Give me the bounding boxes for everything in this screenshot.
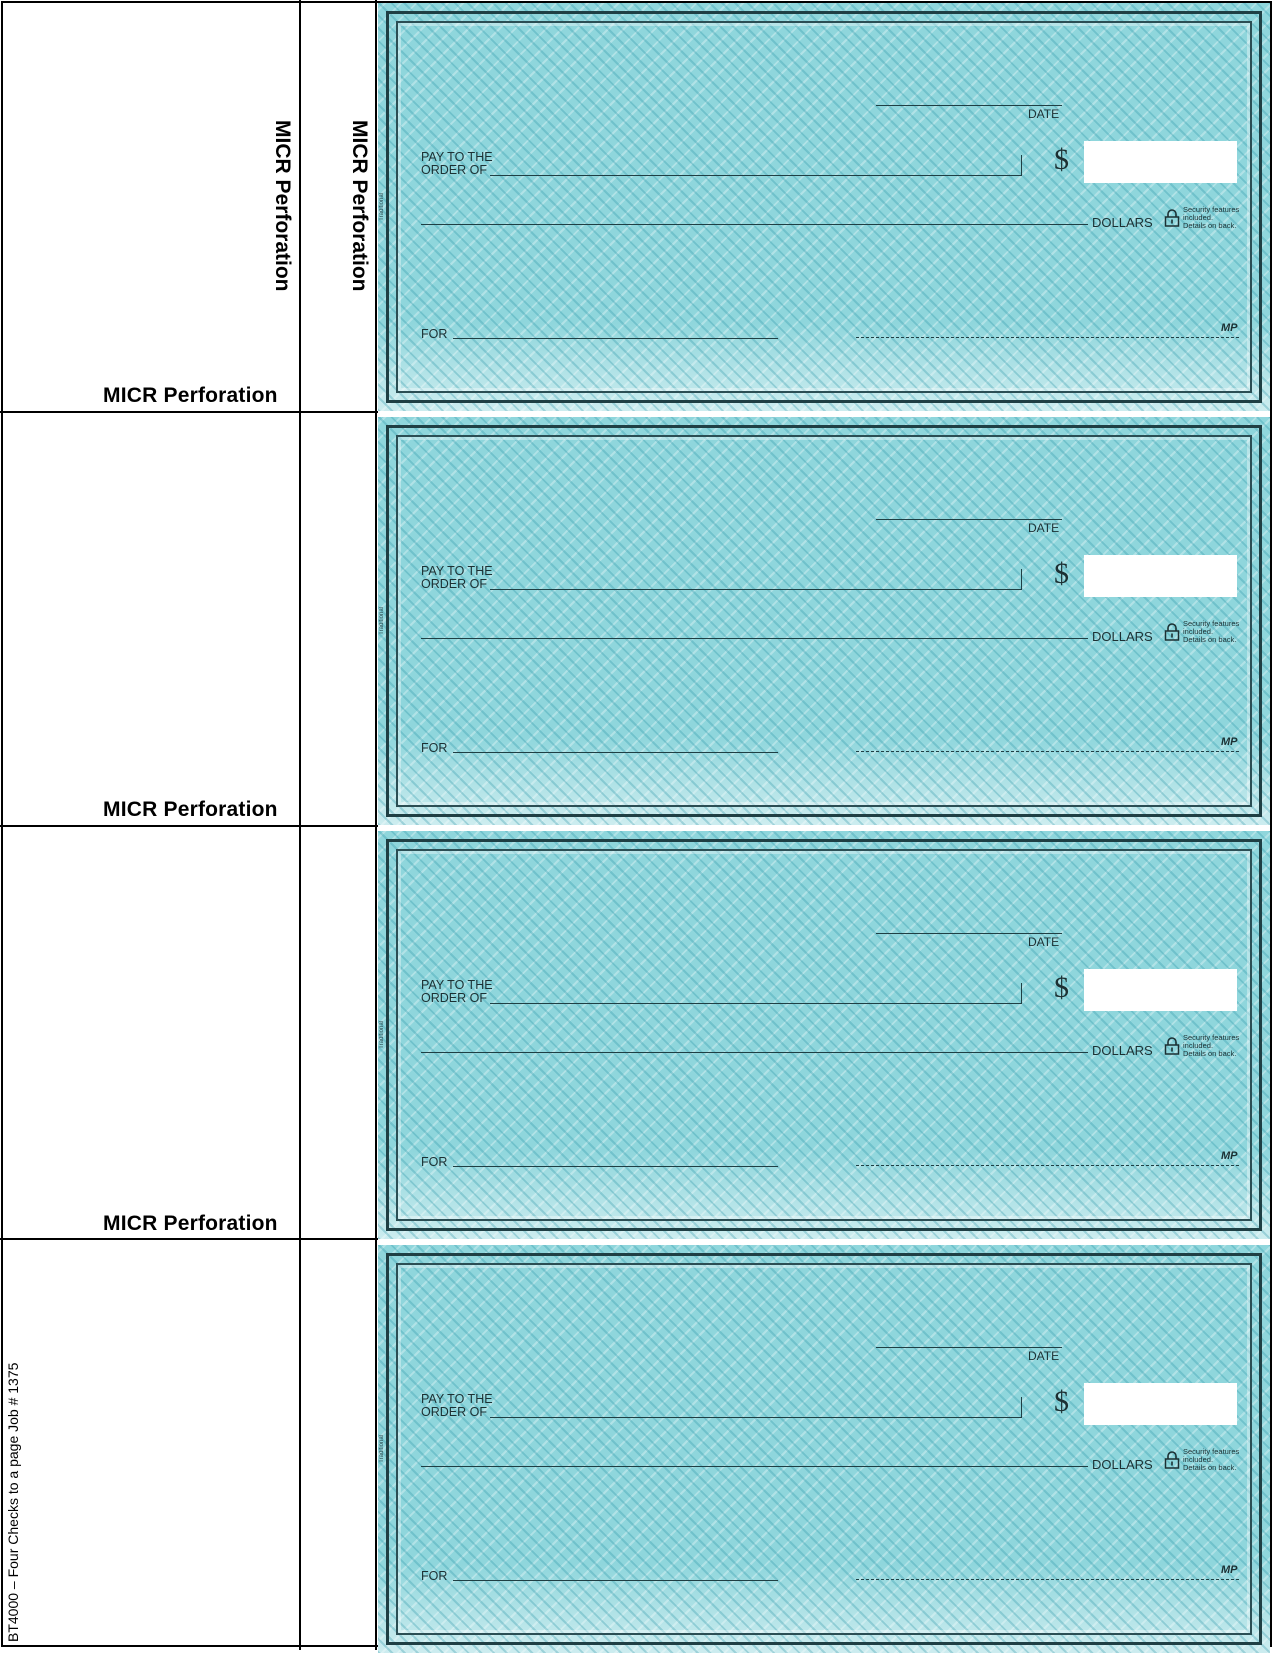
pay-to-label <box>421 151 493 177</box>
signature-line[interactable] <box>856 751 1239 752</box>
security-text-line-1: Security features <box>1183 1447 1240 1456</box>
security-text-line-3: Details on back. <box>1183 635 1237 644</box>
amount-words-line[interactable] <box>421 1466 1088 1467</box>
signature-line[interactable] <box>856 1579 1239 1580</box>
micr-perforation-vertical-label: MICR Perforation <box>271 120 294 292</box>
security-features-text <box>1183 1448 1239 1472</box>
amount-box[interactable] <box>1084 1383 1237 1425</box>
lock-icon <box>1164 209 1180 227</box>
date-label: DATE <box>1028 1349 1060 1363</box>
check-side-text: Traditional <box>379 1021 385 1049</box>
pay-to-label-line-1: PAY TO THE <box>421 1392 493 1406</box>
date-label: DATE <box>1028 107 1060 121</box>
dollars-label: DOLLARS <box>1092 215 1153 230</box>
date-label: DATE <box>1028 935 1060 949</box>
pay-to-label-line-2: ORDER OF <box>421 991 487 1005</box>
micr-perforation-label: MICR Perforation <box>103 798 278 821</box>
payee-line[interactable] <box>490 1417 1021 1418</box>
check-side-text: Traditional <box>379 193 385 221</box>
security-text-line-2: included. <box>1183 1041 1214 1050</box>
stub-separator-2 <box>0 825 378 827</box>
memo-line[interactable] <box>453 338 778 339</box>
security-text-line-2: included. <box>1183 213 1214 222</box>
pay-to-label-line-2: ORDER OF <box>421 577 487 591</box>
dollar-sign: $ <box>1054 557 1069 590</box>
pay-to-label-line-2: ORDER OF <box>421 1405 487 1419</box>
payee-line-end <box>1021 569 1022 590</box>
amount-box[interactable] <box>1084 141 1237 183</box>
pay-to-label <box>421 565 493 591</box>
payee-line-end <box>1021 155 1022 176</box>
signature-line[interactable] <box>856 337 1239 338</box>
pay-to-label <box>421 1393 493 1419</box>
micr-perforation-label: MICR Perforation <box>103 1212 278 1235</box>
security-text-line-1: Security features <box>1183 1033 1240 1042</box>
payee-line[interactable] <box>490 175 1021 176</box>
date-line[interactable] <box>876 933 1062 934</box>
security-text-line-3: Details on back. <box>1183 221 1237 230</box>
dollars-label: DOLLARS <box>1092 1457 1153 1472</box>
check-side-text: Traditional <box>379 607 385 635</box>
security-text-line-3: Details on back. <box>1183 1463 1237 1472</box>
payee-line[interactable] <box>490 589 1021 590</box>
date-line[interactable] <box>876 1347 1062 1348</box>
payee-line-end <box>1021 983 1022 1004</box>
memo-label: FOR <box>421 1155 448 1169</box>
security-text-line-1: Security features <box>1183 619 1240 628</box>
security-features-text <box>1183 206 1239 230</box>
check-1 <box>378 3 1270 411</box>
amount-words-line[interactable] <box>421 224 1088 225</box>
payee-line-end <box>1021 1397 1022 1418</box>
micr-perforation-vertical-label: MICR Perforation <box>348 120 371 292</box>
dollars-label: DOLLARS <box>1092 1043 1153 1058</box>
security-text-line-1: Security features <box>1183 205 1240 214</box>
check-3 <box>378 831 1270 1239</box>
security-text-line-2: included. <box>1183 627 1214 636</box>
pay-to-label-line-1: PAY TO THE <box>421 978 493 992</box>
dollar-sign: $ <box>1054 1385 1069 1418</box>
memo-label: FOR <box>421 1569 448 1583</box>
memo-line[interactable] <box>453 1166 778 1167</box>
dollar-sign: $ <box>1054 143 1069 176</box>
stub-separator-3 <box>0 1238 378 1240</box>
amount-box[interactable] <box>1084 555 1237 597</box>
memo-label: FOR <box>421 327 448 341</box>
check-4 <box>378 1245 1270 1653</box>
security-text-line-2: included. <box>1183 1455 1214 1464</box>
mp-security-mark: MP <box>1221 1150 1238 1162</box>
security-text-line-3: Details on back. <box>1183 1049 1237 1058</box>
lock-icon <box>1164 1037 1180 1055</box>
date-line[interactable] <box>876 519 1062 520</box>
memo-line[interactable] <box>453 752 778 753</box>
amount-box[interactable] <box>1084 969 1237 1011</box>
lock-icon <box>1164 1451 1180 1469</box>
dollars-label: DOLLARS <box>1092 629 1153 644</box>
lock-icon <box>1164 623 1180 641</box>
pay-to-label-line-2: ORDER OF <box>421 163 487 177</box>
memo-line[interactable] <box>453 1580 778 1581</box>
amount-words-line[interactable] <box>421 638 1088 639</box>
mp-security-mark: MP <box>1221 1564 1238 1576</box>
check-side-text: Traditional <box>379 1435 385 1463</box>
signature-line[interactable] <box>856 1165 1239 1166</box>
payee-line[interactable] <box>490 1003 1021 1004</box>
amount-words-line[interactable] <box>421 1052 1088 1053</box>
date-label: DATE <box>1028 521 1060 535</box>
micr-perforation-label: MICR Perforation <box>103 384 278 407</box>
form-footer-label: BT4000 – Four Checks to a page Job # 1375 <box>5 1362 21 1642</box>
security-features-text <box>1183 620 1239 644</box>
pay-to-label-line-1: PAY TO THE <box>421 150 493 164</box>
mp-security-mark: MP <box>1221 322 1238 334</box>
mp-security-mark: MP <box>1221 736 1238 748</box>
check-2 <box>378 417 1270 825</box>
pay-to-label <box>421 979 493 1005</box>
stub-separator-1 <box>0 411 378 413</box>
dollar-sign: $ <box>1054 971 1069 1004</box>
security-features-text <box>1183 1034 1239 1058</box>
date-line[interactable] <box>876 105 1062 106</box>
pay-to-label-line-1: PAY TO THE <box>421 564 493 578</box>
memo-label: FOR <box>421 741 448 755</box>
